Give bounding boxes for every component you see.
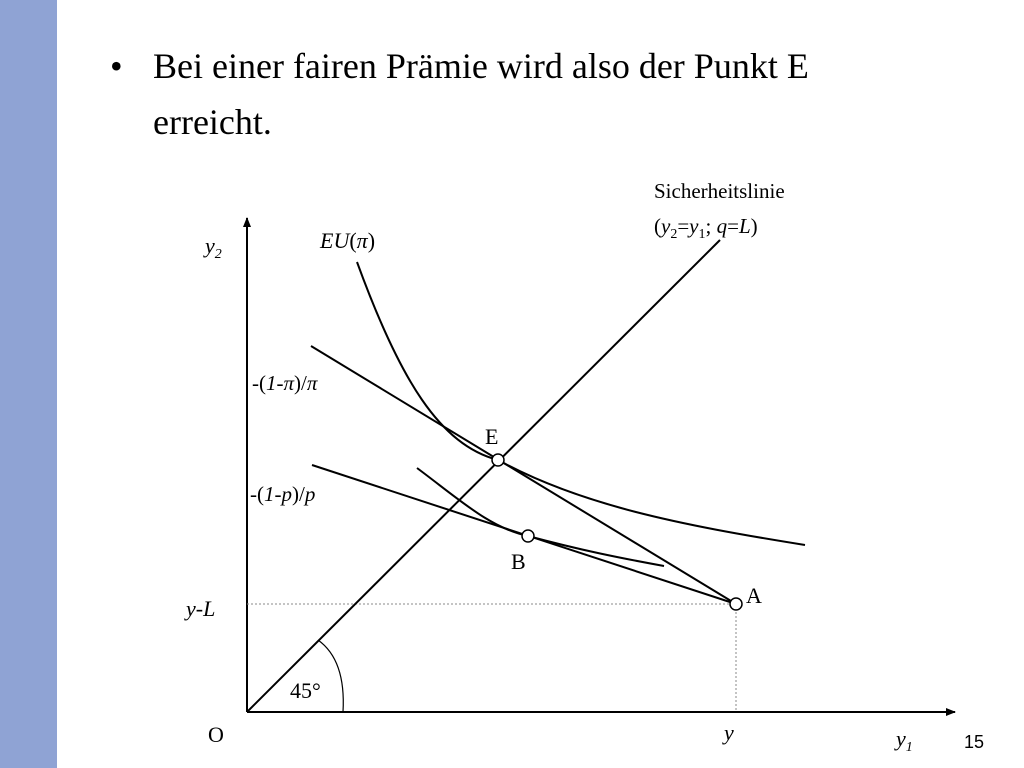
y2-axis-label: $y_2$	[205, 233, 222, 262]
safety-line-equation: ($y_2=y_1$; q=L)	[654, 214, 758, 242]
point-B-marker	[522, 530, 534, 542]
eu-curve-lower	[417, 468, 664, 566]
point-A-label: A	[746, 583, 762, 608]
safety-line	[247, 240, 720, 712]
safety-line-title: Sicherheitslinie	[654, 179, 785, 203]
fair-slope-label: -(1-π)/π	[252, 371, 318, 395]
unfair-slope-label: -(1-p)/p	[250, 482, 316, 506]
angle-label: 45°	[290, 678, 321, 703]
y-tick-label: y	[724, 720, 734, 745]
origin-label: O	[208, 722, 224, 747]
point-E-label: E	[485, 424, 499, 449]
slide-number: 15	[964, 732, 985, 752]
bullet-text: Bei einer fairen Prämie wird also der Punkt E erreicht.	[153, 46, 809, 142]
point-A-marker	[730, 598, 742, 610]
angle-arc	[318, 640, 343, 712]
y1-axis-label: $y_1$	[896, 726, 913, 755]
yL-label: y-L	[186, 596, 216, 621]
point-B-label: B	[511, 549, 526, 574]
bullet-symbol: •	[110, 46, 123, 86]
eu-curve-label: EU(π)	[320, 228, 376, 253]
point-E-marker	[492, 454, 504, 466]
